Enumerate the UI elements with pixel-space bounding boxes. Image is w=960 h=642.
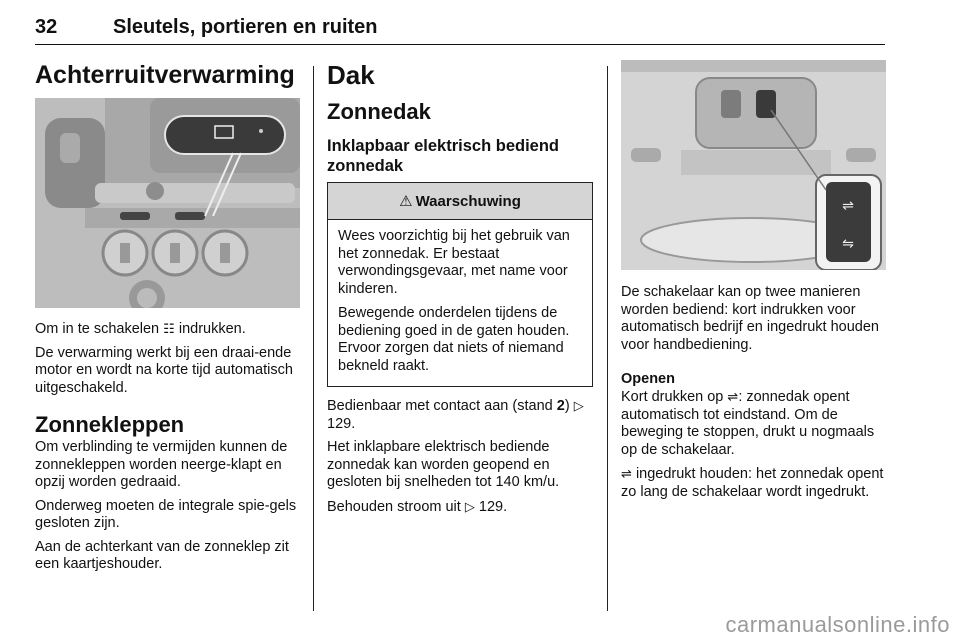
section-heading-sun-visors: Zonnekleppen (35, 412, 185, 437)
subsubheading: Inklapbaar elektrisch bediend zonnedak (327, 137, 559, 175)
paragraph (35, 320, 300, 339)
rear-window-heater-icon: ☷ (163, 321, 175, 336)
text-bold: 2 (556, 398, 565, 414)
paragraph: Aan de achterkant van de zonneklep zit een kaartjeshouder. (35, 538, 289, 572)
column-left (35, 60, 300, 580)
section-heading-roof: Dak (327, 60, 375, 90)
watermark: carmanualsonline.info (725, 612, 950, 637)
text: indrukken. (178, 321, 246, 337)
column-right (621, 60, 886, 507)
svg-text:⇋: ⇋ (842, 236, 854, 252)
sunroof-open-icon: ⇌ (621, 466, 632, 481)
paragraph (327, 498, 592, 517)
text: ) (564, 398, 570, 414)
paragraph (621, 465, 886, 501)
sunroof-open-icon: ⇌ (727, 389, 739, 404)
text: Behouden stroom uit (327, 498, 461, 515)
warning-paragraph: Bewegende onderdelen tijdens de bediening goed in de gaten houden. Ervoor zorgen dat niets of niemand bekneld raakt. (338, 305, 570, 374)
column-divider (313, 66, 314, 611)
sunroof-switch-illustration (621, 60, 886, 270)
subheading-open: Openen (621, 371, 675, 387)
paragraph: De schakelaar kan op twee manieren worden bediend: kort indrukken voor automatisch bedrijf en ingedrukt houden voor handbediening. (621, 284, 879, 353)
section-heading-rear-window-heating: Achterruitverwarming (35, 61, 295, 89)
text: Kort drukken op (621, 389, 724, 405)
paragraph: Om verblinding te vermijden kunnen de zonnekleppen worden neerge-klapt en opzij worden gedraaid. (35, 439, 288, 490)
paragraph: Het inklapbare elektrisch bediende zonnedak kan worden geopend en gesloten bij snelheden tot 140 km/u. (327, 439, 560, 490)
subheading-sunroof: Zonnedak (327, 99, 431, 124)
text: Bedienbaar met contact aan (stand (327, 398, 553, 414)
text: ingedrukt houden: het zonnedak opent zo lang de schakelaar wordt ingedrukt. (621, 466, 884, 500)
paragraph: De verwarming werkt bij een draai-ende motor en wordt na korte tijd automatisch uitgeschakeld. (35, 344, 293, 396)
svg-text:⇌: ⇌ (842, 198, 854, 214)
warning-title: Waarschuwing (415, 192, 521, 210)
dashboard-photo (35, 98, 300, 308)
warning-body (328, 220, 592, 386)
page-reference: 129. (478, 498, 508, 515)
column-divider (607, 66, 608, 611)
text: Om in te schakelen (35, 321, 160, 337)
warning-header (328, 183, 592, 220)
page-reference-arrow-icon: ▷ (464, 498, 475, 514)
paragraph: Onderweg moeten de integrale spie-gels gesloten zijn. (35, 497, 297, 531)
dashboard-illustration (35, 98, 300, 308)
warning-triangle-icon: ⚠ (399, 193, 413, 210)
column-middle (327, 60, 592, 522)
chapter-title: Sleutels, portieren en ruiten (113, 16, 378, 38)
paragraph (621, 388, 886, 459)
warning-box (327, 182, 593, 387)
sunroof-switch-photo (621, 60, 886, 270)
text: : zonnedak opent automatisch tot eindstand. Om de beweging te stoppen, drukt u nogmaals op de schakelaar. (621, 389, 875, 458)
page-header (35, 8, 885, 45)
page-reference: 129. (327, 415, 356, 432)
paragraph (327, 397, 592, 433)
page-number: 32 (35, 16, 58, 38)
page-reference-arrow-icon: ▷ (573, 398, 584, 413)
warning-paragraph: Wees voorzichtig bij het gebruik van het zonnedak. Er bestaat verwondingsgevaar, met name voor kinderen. (338, 228, 570, 297)
